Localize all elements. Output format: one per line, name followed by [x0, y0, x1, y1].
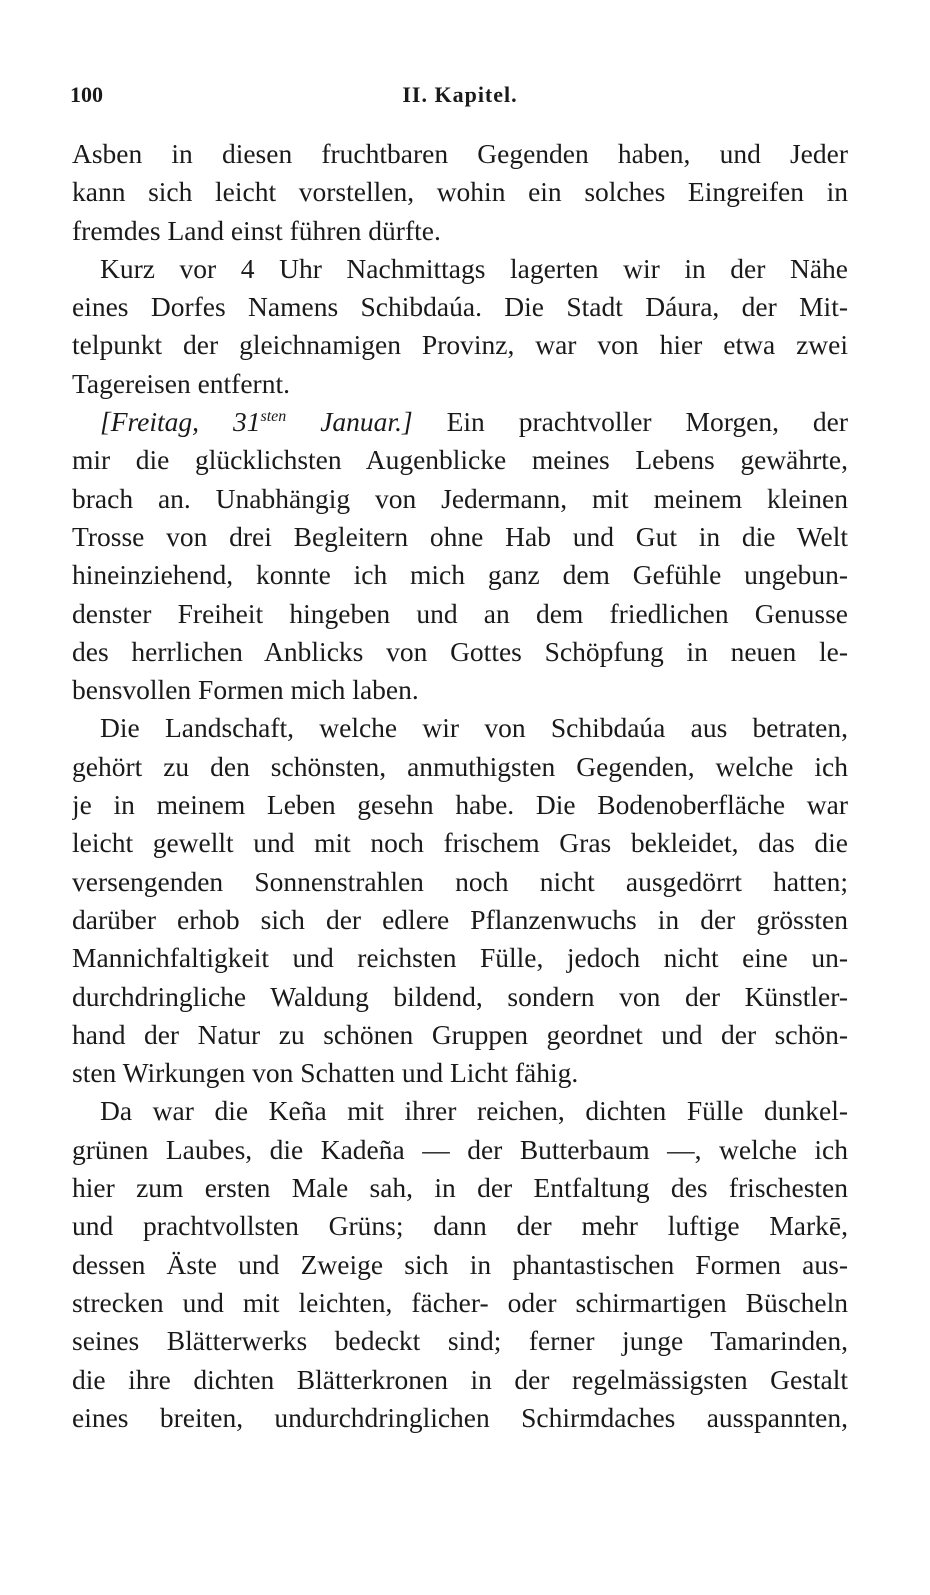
paragraph-2 — [72, 250, 848, 403]
text-line: je in meinem Leben gesehn habe. Die Bodenoberfläche war — [72, 789, 848, 821]
text-line: leicht gewellt und mit noch frischem Gras bekleidet, das die — [72, 827, 848, 859]
text-line: Da war die Keña mit ihrer reichen, dichten Fülle dunkel- — [100, 1095, 848, 1127]
text-line: Tagereisen entfernt. — [72, 367, 290, 399]
text-line: Mannichfaltigkeit und reichsten Fülle, jedoch nicht eine un- — [72, 942, 848, 974]
text-line: Kurz vor 4 Uhr Nachmittags lagerten wir in der Nähe — [100, 252, 848, 284]
paragraph-4 — [72, 709, 848, 1092]
text-line: brach an. Unabhängig von Jedermann, mit meinem kleinen — [72, 482, 848, 514]
text-line: hineinziehend, konnte ich mich ganz dem Gefühle ungebun- — [72, 559, 848, 591]
text-line: des herrlichen Anblicks von Gottes Schöpfung in neuen le- — [72, 635, 848, 667]
paragraph-1 — [72, 135, 848, 250]
text-line: mir die glücklichsten Augenblicke meines Lebens gewährte, — [72, 444, 848, 476]
date-superscript: sten — [260, 408, 287, 426]
text-line: denster Freiheit hingeben und an dem friedlichen Genusse — [72, 597, 848, 629]
text-line: sten Wirkungen von Schatten und Licht fähig. — [72, 1057, 579, 1089]
text-line: hand der Natur zu schönen Gruppen geordnet und der schön- — [72, 1018, 848, 1050]
page-number: 100 — [70, 82, 103, 107]
text-line: Asben in diesen fruchtbaren Gegenden haben, und Jeder — [72, 138, 848, 169]
text-line: dessen Äste und Zweige sich in phantastischen Formen aus- — [72, 1248, 848, 1280]
text-line: eines breiten, undurchdringlichen Schirmdaches ausspannten, — [72, 1401, 848, 1433]
line-rest: Ein prachtvoller Morgen, der — [412, 406, 848, 438]
text-line: seines Blätterwerks bedeckt sind; ferner junge Tamarinden, — [72, 1325, 848, 1357]
text-line: hier zum ersten Male sah, in der Entfaltung des frischesten — [72, 1172, 848, 1204]
text-line: gehört zu den schönsten, anmuthigsten Gegenden, welche ich — [72, 750, 848, 782]
text-line: und prachtvollsten Grüns; dann der mehr luftige Markē, — [72, 1210, 848, 1242]
page-header — [70, 82, 850, 118]
paragraph-5 — [72, 1092, 848, 1437]
text-line: telpunkt der gleichnamigen Provinz, war von hier etwa zwei — [72, 329, 848, 361]
text-line: grünen Laubes, die Kadeña — der Butterbaum —, welche ich — [72, 1133, 848, 1165]
text-line: Die Landschaft, welche wir von Schibdaúa aus betraten, — [100, 712, 848, 744]
text-line: die ihre dichten Blätterkronen in der regelmässigsten Gestalt — [72, 1363, 848, 1395]
date-close: Januar.] — [286, 406, 413, 438]
date-heading — [100, 406, 413, 437]
text-line: fremdes Land einst führen dürfte. — [72, 214, 441, 246]
paragraph-3 — [72, 403, 848, 709]
text-line: kann sich leicht vorstellen, wohin ein solches Eingreifen in — [72, 176, 848, 208]
text-line: Trosse von drei Begleitern ohne Hab und Gut in die Welt — [72, 520, 848, 552]
text-line: darüber erhob sich der edlere Pflanzenwuchs in der grössten — [72, 903, 848, 935]
date-open: [Freitag, 31 — [100, 406, 261, 438]
text-line — [72, 403, 848, 441]
text-line: versengenden Sonnenstrahlen noch nicht ausgedörrt hatten; — [72, 865, 848, 897]
text-line: durchdringliche Waldung bildend, sondern von der Künstler- — [72, 980, 848, 1012]
text-line: eines Dorfes Namens Schibdaúa. Die Stadt Dáura, der Mit- — [72, 291, 848, 323]
text-line: bensvollen Formen mich laben. — [72, 674, 419, 706]
running-head: II. Kapitel. — [402, 82, 518, 107]
body-text — [72, 135, 848, 1437]
text-line: strecken und mit leichten, fächer- oder schirmartigen Büscheln — [72, 1286, 848, 1318]
